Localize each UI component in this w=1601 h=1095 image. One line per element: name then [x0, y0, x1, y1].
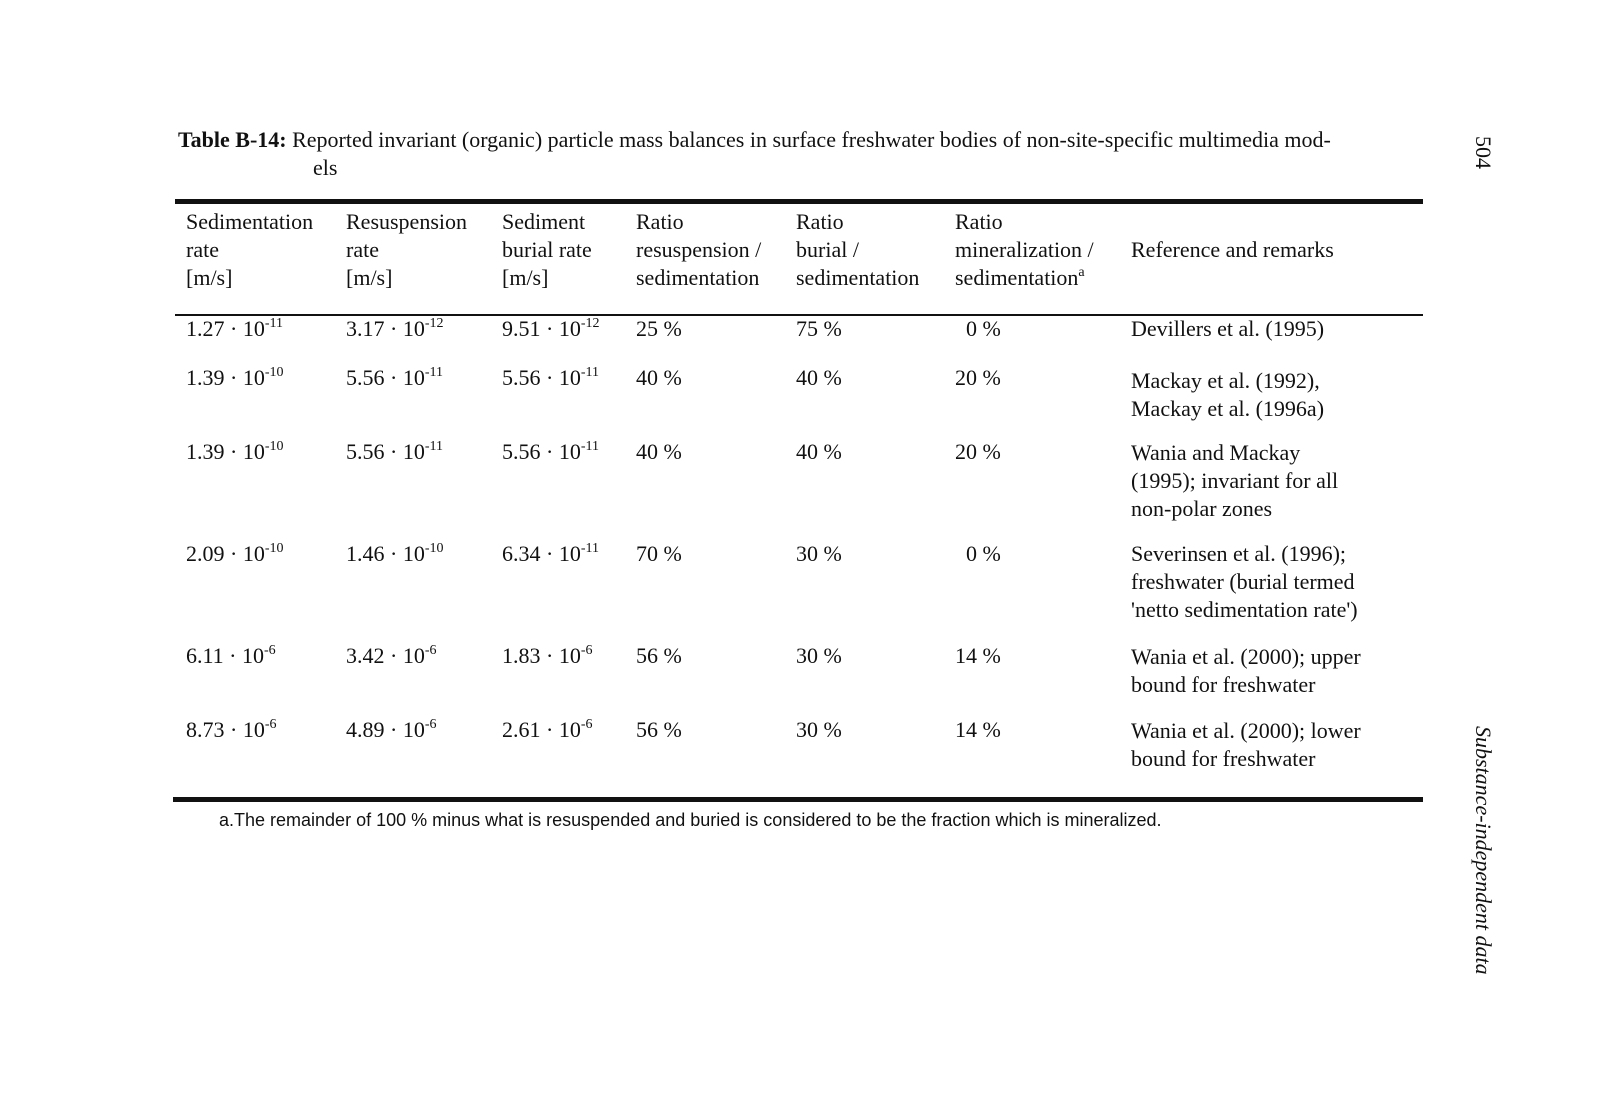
table-row-6-sedimentation: $8.73 \cdot 10^{-6}$ [186, 717, 277, 742]
table-row-4-reference: Severinsen et al. (1996); freshwater (burial termed 'netto sedimentation rate') [1131, 541, 1358, 622]
footnote-marker: a [1078, 265, 1085, 280]
header-reference: Reference and remarks [1131, 237, 1334, 262]
table-row-1-sedimentation: $1.27 \cdot 10^{-11}$ [186, 316, 283, 341]
table-row-5-resuspension: $3.42 \cdot 10^{-6}$ [346, 643, 437, 668]
table-row-5-sedimentation: $6.11 \cdot 10^{-6}$ [186, 643, 276, 668]
table-top-rule [175, 199, 1423, 204]
table-row-1-ratio-mineralization: 0 % [966, 316, 1001, 341]
table-row-3-ratio-burial: 40 % [796, 439, 842, 464]
table-row-4-burial: $6.34 \cdot 10^{-11}$ [502, 541, 599, 566]
table-row-2-burial: $5.56 \cdot 10^{-11}$ [502, 365, 599, 390]
table-label: Table B-14: [178, 127, 287, 152]
table-row-2-ratio-mineralization: 20 % [955, 365, 1001, 390]
table-row-1-resuspension: $3.17 \cdot 10^{-12}$ [346, 316, 444, 341]
table-row-3-sedimentation: $1.39 \cdot 10^{-10}$ [186, 439, 284, 464]
caption-text: Reported invariant (organic) particle mass balances in surface freshwater bodies of non-site-specific multimedia mod- [292, 127, 1331, 152]
table-row-5-ratio-mineralization: 14 % [955, 643, 1001, 668]
table-row-3-burial: $5.56 \cdot 10^{-11}$ [502, 439, 599, 464]
table-row-1-reference: Devillers et al. (1995) [1131, 316, 1325, 341]
header-ratio-resuspension: Ratio resuspension / sedimentation [636, 209, 762, 290]
table-row-1-ratio-burial: 75 % [796, 316, 842, 341]
header-sediment-burial-rate: Sediment burial rate [m/s] [502, 209, 592, 290]
table-row-1-burial: $9.51 \cdot 10^{-12}$ [502, 316, 600, 341]
table-row-4-sedimentation: $2.09 \cdot 10^{-10}$ [186, 541, 284, 566]
header-ratio-mineralization: Ratio mineralization / sedimentation$^a$ [955, 209, 1094, 290]
table-caption [178, 126, 1418, 182]
header-resuspension-rate: Resuspension rate [m/s] [346, 209, 467, 290]
table-row-2-reference: Mackay et al. (1992), Mackay et al. (1996a) [1131, 368, 1325, 421]
table-row-2-sedimentation: $1.39 \cdot 10^{-10}$ [186, 365, 284, 390]
table-row-5-ratio-burial: 30 % [796, 643, 842, 668]
header-ratio-burial: Ratio burial / sedimentation [796, 209, 920, 290]
table-bottom-rule [173, 797, 1423, 802]
caption-continuation: els [313, 155, 338, 180]
table-row-4-ratio-resuspension: 70 % [636, 541, 682, 566]
running-title: Substance-independent data [1471, 726, 1496, 975]
table-footnote: a.The remainder of 100 % minus what is resuspended and buried is considered to be the fraction which is mineralized. [219, 810, 1162, 830]
table-row-4-resuspension: $1.46 \cdot 10^{-10}$ [346, 541, 444, 566]
table-row-3-reference: Wania and Mackay (1995); invariant for all non-polar zones [1131, 440, 1339, 521]
table-row-6-reference: Wania et al. (2000); lower bound for freshwater [1131, 718, 1361, 771]
table-row-2-resuspension: $5.56 \cdot 10^{-11}$ [346, 365, 443, 390]
table-row-3-ratio-mineralization: 20 % [955, 439, 1001, 464]
table-row-2-ratio-resuspension: 40 % [636, 365, 682, 390]
table-row-3-resuspension: $5.56 \cdot 10^{-11}$ [346, 439, 443, 464]
table-row-1-ratio-resuspension: 25 % [636, 316, 682, 341]
table-row-2-ratio-burial: 40 % [796, 365, 842, 390]
table-row-5-burial: $1.83 \cdot 10^{-6}$ [502, 643, 593, 668]
table-row-6-ratio-mineralization: 14 % [955, 717, 1001, 742]
table-row-6-ratio-resuspension: 56 % [636, 717, 682, 742]
table-row-4-ratio-mineralization: 0 % [966, 541, 1001, 566]
table-row-3-ratio-resuspension: 40 % [636, 439, 682, 464]
table-row-5-ratio-resuspension: 56 % [636, 643, 682, 668]
table-row-6-burial: $2.61 \cdot 10^{-6}$ [502, 717, 593, 742]
table-row-6-ratio-burial: 30 % [796, 717, 842, 742]
page-number: 504 [1471, 136, 1496, 169]
table-row-4-ratio-burial: 30 % [796, 541, 842, 566]
table-row-5-reference: Wania et al. (2000); upper bound for freshwater [1131, 644, 1361, 697]
header-sedimentation-rate: Sedimentation rate [m/s] [186, 209, 314, 290]
table-row-6-resuspension: $4.89 \cdot 10^{-6}$ [346, 717, 437, 742]
